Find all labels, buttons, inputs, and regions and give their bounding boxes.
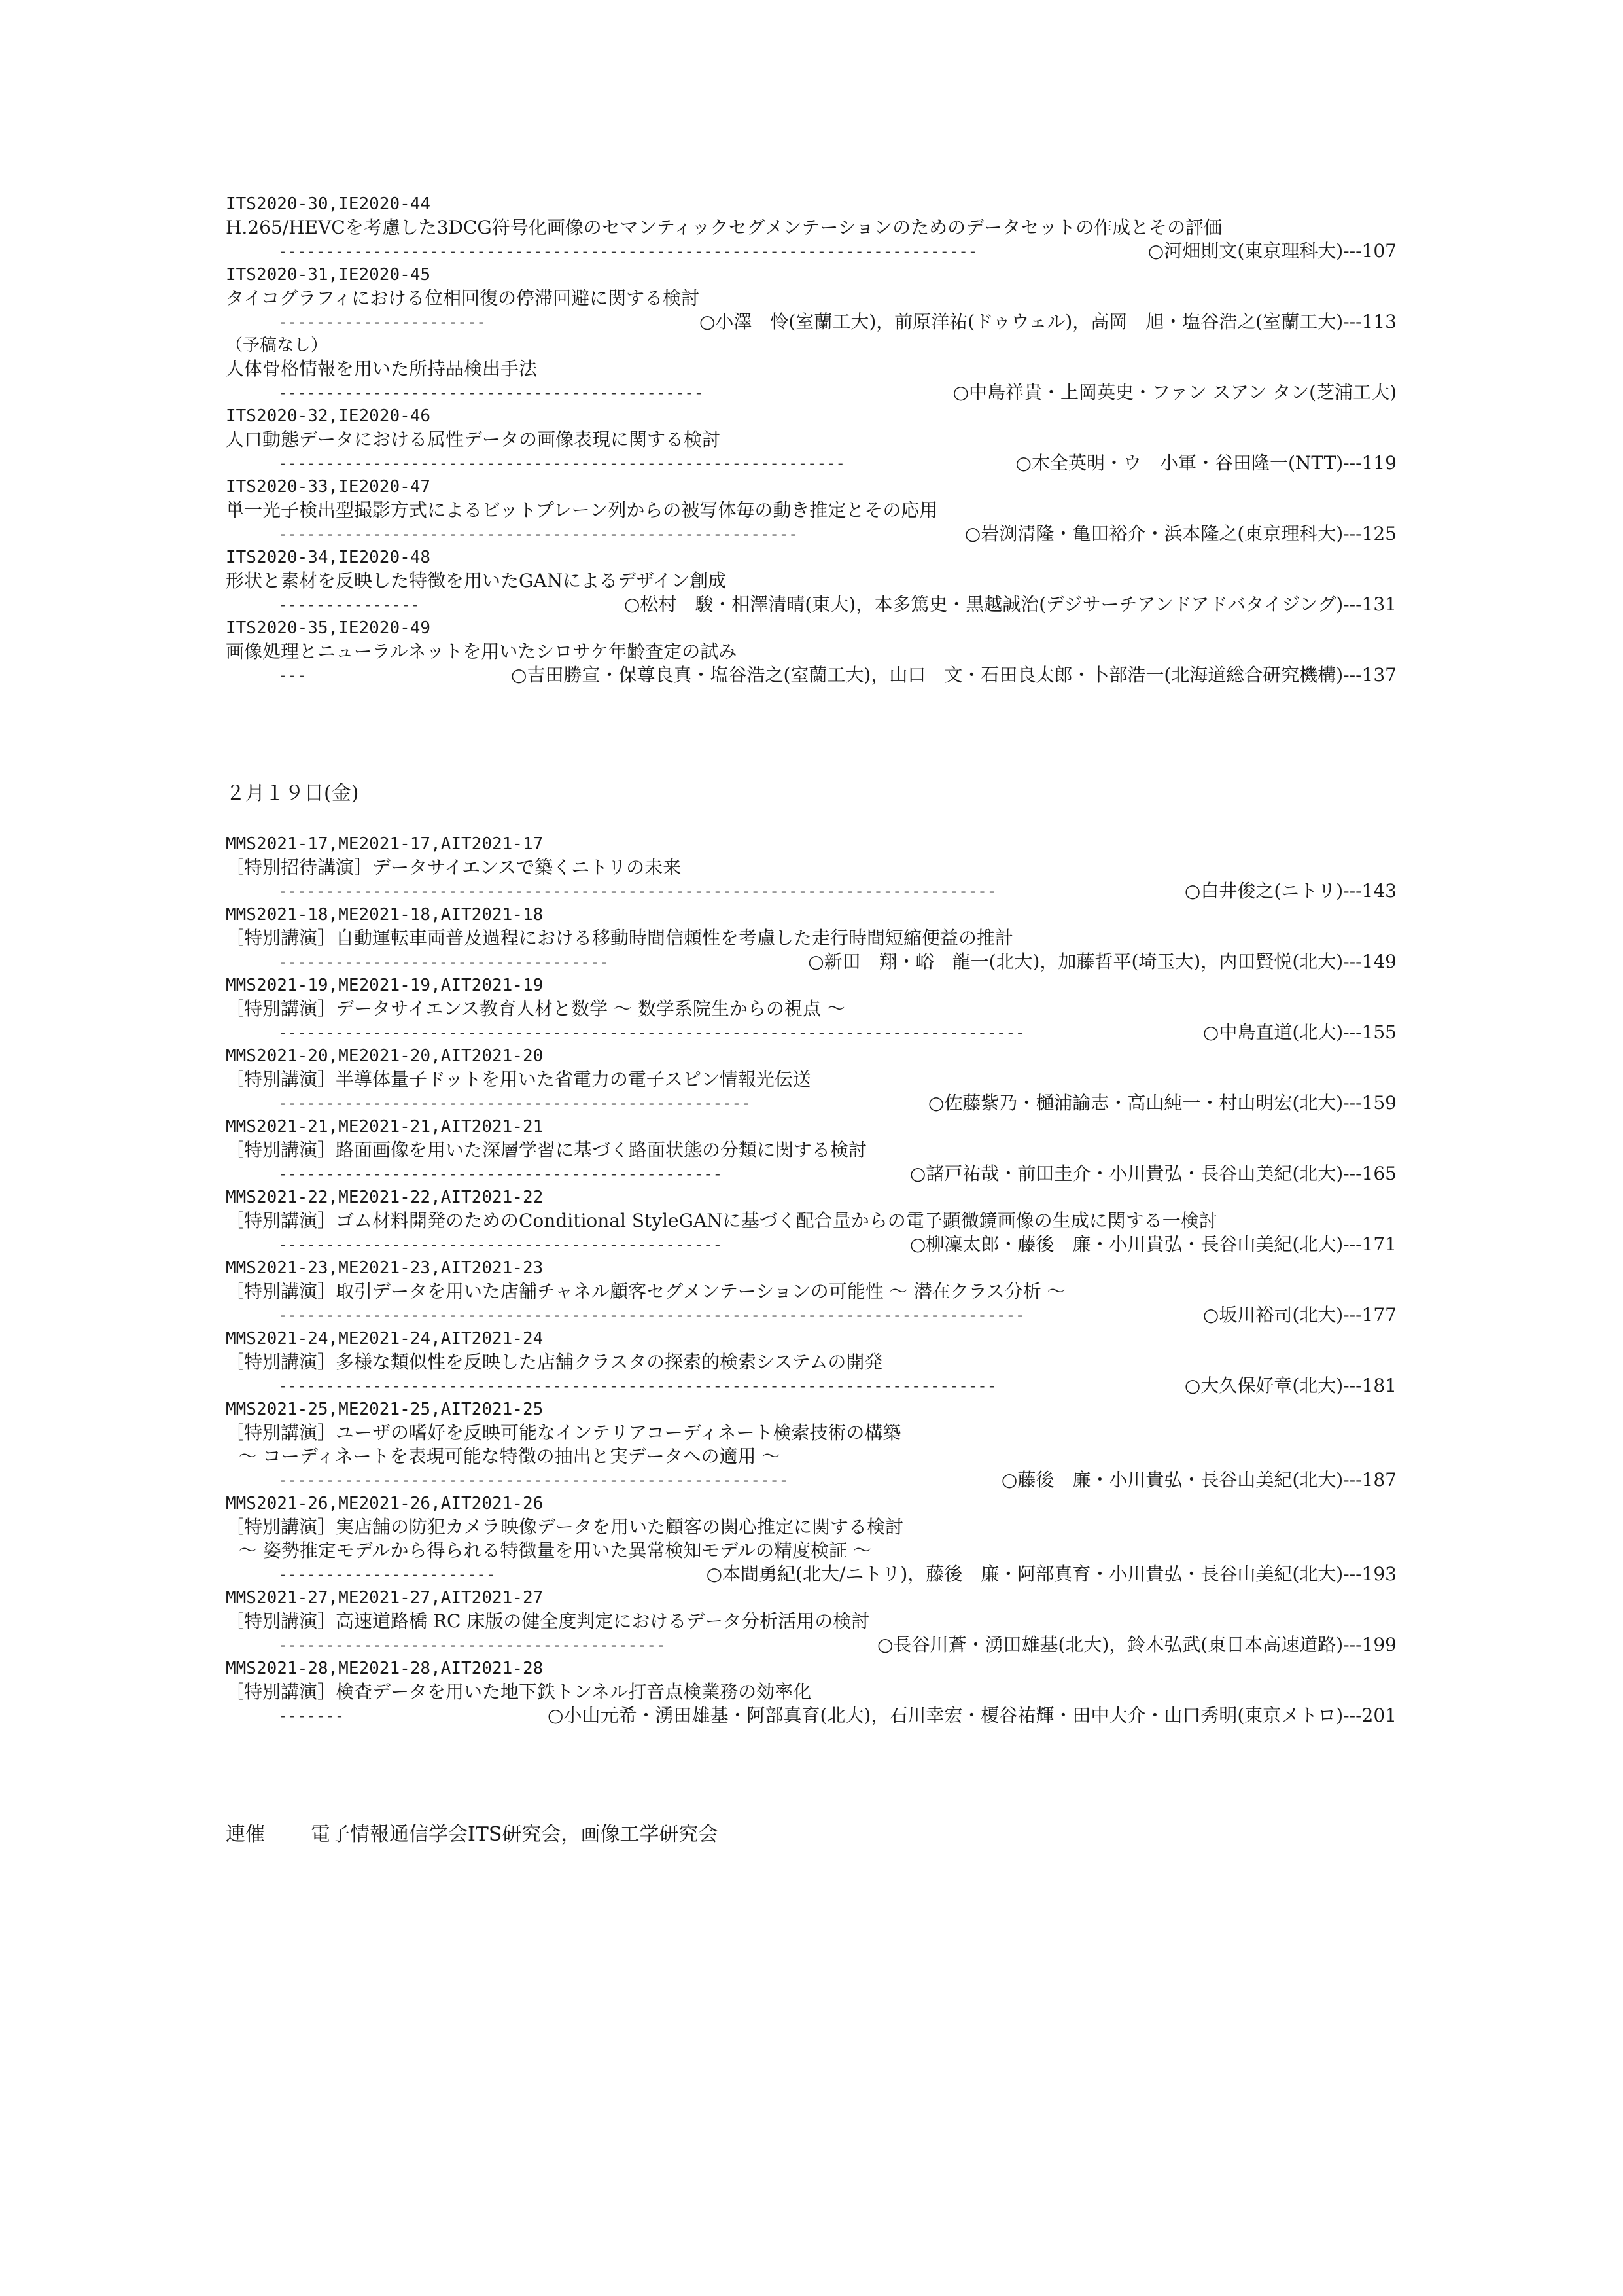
paper-code: ITS2020-32,IE2020-46 <box>226 406 431 426</box>
paper-subtitle: ～ コーディネートを表現可能な特徴の抽出と実データへの適用 ～ <box>239 1445 780 1467</box>
authors-and-page: ○木全英明・ウ 小軍・谷田隆一(NTT)---119 <box>1015 452 1397 474</box>
authors-and-page: ○長谷川蒼・湧田雄基(北大)，鈴木弘武(東日本高速道路)---199 <box>877 1634 1397 1655</box>
paper-title: ［特別講演］データサイエンス教育人材と数学 ～ 数学系院生からの視点 ～ <box>226 998 845 1019</box>
author-line <box>226 310 1397 334</box>
co-sponsor-label: 連催 <box>226 1823 265 1846</box>
program-entry <box>226 974 1397 1044</box>
paper-title: 人体骨格情報を用いた所持品検出手法 <box>226 358 538 380</box>
leader-dashes: --------------- <box>278 595 420 614</box>
paper-title: タイコグラフィにおける位相回復の停滞回避に関する検討 <box>226 287 700 309</box>
authors-and-page: ○吉田勝宣・保尊良真・塩谷浩之(室蘭工大)，山口 文・石田良太郎・卜部浩一(北海道総合研究機構)---137 <box>511 664 1397 686</box>
paper-title: H.265/HEVCを考慮した3DCG符号化画像のセマンティックセグメンテーションのためのデータセットの作成とその評価 <box>226 217 1223 238</box>
leader-dashes: --- <box>278 666 307 684</box>
program-entry <box>226 263 1397 334</box>
author-line <box>226 1233 1397 1256</box>
paper-title: 画像処理とニューラルネットを用いたシロサケ年齢査定の試み <box>226 641 737 662</box>
program-section-feb19 <box>226 832 1397 1727</box>
leader-dashes: ----------------------------------------------- <box>278 1235 723 1254</box>
author-line <box>226 451 1397 475</box>
paper-title: ［特別講演］自動運転車両普及過程における移動時間信頼性を考慮した走行時間短縮便益の推計 <box>226 927 1014 949</box>
program-entry <box>226 1044 1397 1115</box>
paper-subtitle: ～ 姿勢推定モデルから得られる特徴量を用いた異常検知モデルの精度検証 ～ <box>239 1540 872 1561</box>
author-line <box>226 1021 1397 1044</box>
program-entry <box>226 616 1397 687</box>
leader-dashes: ------------------------------------------------------------------------------- <box>278 1023 1025 1042</box>
leader-dashes: ------------------------------------------------------------ <box>278 454 845 472</box>
authors-and-page: ○柳凜太郎・藤後 廉・小川貴弘・長谷山美紀(北大)---171 <box>909 1233 1397 1255</box>
paper-code: MMS2021-17,ME2021-17,AIT2021-17 <box>226 834 544 854</box>
author-line <box>226 663 1397 687</box>
paper-code: （予稿なし） <box>226 336 328 355</box>
leader-dashes: -------------------------------------------------- <box>278 1094 751 1112</box>
program-entry <box>226 1115 1397 1186</box>
paper-title: ［特別講演］ユーザの嗜好を反映可能なインテリアコーディネート検索技術の構築 <box>226 1422 901 1443</box>
paper-title: 単一光子検出型撮影方式によるビットプレーン列からの被写体毎の動き推定とその応用 <box>226 499 938 521</box>
authors-and-page: ○中島祥貴・上岡英史・ファン スアン タン(芝浦工大) <box>952 381 1397 403</box>
author-line <box>226 593 1397 616</box>
authors-and-page: ○河畑則文(東京理科大)---107 <box>1147 240 1397 262</box>
paper-title: ［特別講演］検査データを用いた地下鉄トンネル打音点検業務の効率化 <box>226 1681 812 1703</box>
leader-dashes: ----------------------------------------------- <box>278 1165 723 1183</box>
program-section-feb18 <box>226 192 1397 687</box>
program-entry <box>226 832 1397 903</box>
co-sponsor-line <box>226 1818 718 1846</box>
program-entry <box>226 1186 1397 1256</box>
date-heading: ２月１９日(金) <box>226 782 359 805</box>
authors-and-page: ○小山元希・湧田雄基・阿部真育(北大)，石川幸宏・榎谷祐輝・田中大介・山口秀明(東京メトロ)---201 <box>548 1704 1397 1726</box>
program-entry <box>226 1256 1397 1327</box>
leader-dashes: ------- <box>278 1706 345 1725</box>
paper-title: ［特別講演］ゴム材料開発のためのConditional StyleGANに基づく配合量からの電子顕微鏡画像の生成に関する一検討 <box>226 1210 1217 1231</box>
program-entry <box>226 1327 1397 1398</box>
author-line <box>226 1563 1397 1586</box>
paper-code: MMS2021-25,ME2021-25,AIT2021-25 <box>226 1400 544 1419</box>
paper-code: MMS2021-19,ME2021-19,AIT2021-19 <box>226 976 544 995</box>
paper-code: ITS2020-35,IE2020-49 <box>226 618 431 638</box>
program-entry <box>226 1657 1397 1727</box>
paper-title: ［特別招待講演］データサイエンスで築くニトリの未来 <box>226 857 682 878</box>
program-entry <box>226 1492 1397 1586</box>
authors-and-page: ○白井俊之(ニトリ)---143 <box>1184 880 1397 902</box>
paper-code: MMS2021-20,ME2021-20,AIT2021-20 <box>226 1046 544 1066</box>
leader-dashes: ----------------------------------------- <box>278 1636 666 1654</box>
paper-title: 形状と素材を反映した特徴を用いたGANによるデザイン創成 <box>226 570 727 592</box>
author-line <box>226 239 1397 263</box>
authors-and-page: ○中島直道(北大)---155 <box>1202 1021 1397 1043</box>
author-line <box>226 1374 1397 1398</box>
program-entry <box>226 1398 1397 1492</box>
co-sponsor-text: 電子情報通信学会ITS研究会，画像工学研究会 <box>311 1823 718 1846</box>
leader-dashes: ------------------------------------------------------ <box>278 1471 789 1489</box>
paper-code: MMS2021-24,ME2021-24,AIT2021-24 <box>226 1329 544 1349</box>
paper-code: MMS2021-18,ME2021-18,AIT2021-18 <box>226 905 544 925</box>
author-line <box>226 1468 1397 1492</box>
paper-code: ITS2020-31,IE2020-45 <box>226 265 431 285</box>
author-line <box>226 522 1397 546</box>
paper-title: ［特別講演］実店舗の防犯カメラ映像データを用いた顧客の関心推定に関する検討 <box>226 1516 904 1538</box>
author-line <box>226 1303 1397 1327</box>
authors-and-page: ○新田 翔・峪 龍一(北大)，加藤哲平(埼玉大)，内田賢悦(北大)---149 <box>808 951 1397 972</box>
paper-code: MMS2021-23,ME2021-23,AIT2021-23 <box>226 1258 544 1278</box>
author-line <box>226 381 1397 404</box>
program-entry <box>226 404 1397 475</box>
paper-code: MMS2021-21,ME2021-21,AIT2021-21 <box>226 1117 544 1137</box>
paper-code: MMS2021-27,ME2021-27,AIT2021-27 <box>226 1588 544 1608</box>
leader-dashes: ---------------------- <box>278 313 486 331</box>
author-line <box>226 879 1397 903</box>
leader-dashes: ----------------------- <box>278 1565 496 1583</box>
paper-code: MMS2021-26,ME2021-26,AIT2021-26 <box>226 1494 544 1513</box>
paper-code: ITS2020-33,IE2020-47 <box>226 477 431 497</box>
program-entry <box>226 1586 1397 1657</box>
program-entry <box>226 546 1397 616</box>
leader-dashes: ------------------------------------------------------- <box>278 525 798 543</box>
authors-and-page: ○小澤 怜(室蘭工大)，前原洋祐(ドゥウェル)，高岡 旭・塩谷浩之(室蘭工大)---113 <box>699 311 1397 332</box>
paper-title: ［特別講演］路面画像を用いた深層学習に基づく路面状態の分類に関する検討 <box>226 1139 867 1161</box>
leader-dashes: ---------------------------------------------------------------------------- <box>278 1377 997 1395</box>
authors-and-page: ○諸戸祐哉・前田圭介・小川貴弘・長谷山美紀(北大)---165 <box>909 1163 1397 1184</box>
program-entry <box>226 334 1397 404</box>
leader-dashes: ----------------------------------- <box>278 953 609 971</box>
authors-and-page: ○松村 駿・相澤清晴(東大)，本多篤史・黒越誠治(デジサーチアンドアドバタイジング)---131 <box>623 593 1397 615</box>
author-line <box>226 1091 1397 1115</box>
authors-and-page: ○本間勇紀(北大/ニトリ)，藤後 廉・阿部真育・小川貴弘・長谷山美紀(北大)---193 <box>706 1563 1397 1585</box>
paper-title: ［特別講演］半導体量子ドットを用いた省電力の電子スピン情報光伝送 <box>226 1069 811 1090</box>
leader-dashes: -------------------------------------------------------------------------- <box>278 242 978 260</box>
paper-title: ［特別講演］取引データを用いた店舗チャネル顧客セグメンテーションの可能性 ～ 潜在クラス分析 ～ <box>226 1280 1066 1302</box>
paper-code: MMS2021-22,ME2021-22,AIT2021-22 <box>226 1188 544 1207</box>
leader-dashes: --------------------------------------------- <box>278 383 704 402</box>
authors-and-page: ○藤後 廉・小川貴弘・長谷山美紀(北大)---187 <box>1001 1469 1397 1491</box>
paper-code: ITS2020-34,IE2020-48 <box>226 548 431 567</box>
authors-and-page: ○大久保好章(北大)---181 <box>1184 1375 1397 1396</box>
program-entry <box>226 475 1397 546</box>
author-line <box>226 1704 1397 1727</box>
paper-code: ITS2020-30,IE2020-44 <box>226 194 431 214</box>
paper-title: ［特別講演］多様な類似性を反映した店舗クラスタの探索的検索システムの開発 <box>226 1351 883 1373</box>
leader-dashes: ------------------------------------------------------------------------------- <box>278 1306 1025 1324</box>
authors-and-page: ○佐藤紫乃・樋浦諭志・高山純一・村山明宏(北大)---159 <box>928 1092 1397 1114</box>
author-line <box>226 1633 1397 1657</box>
authors-and-page: ○岩渕清隆・亀田裕介・浜本隆之(東京理科大)---125 <box>964 523 1397 544</box>
author-line <box>226 1162 1397 1186</box>
author-line <box>226 950 1397 974</box>
paper-title: ［特別講演］高速道路橋 RC 床版の健全度判定におけるデータ分析活用の検討 <box>226 1610 870 1632</box>
leader-dashes: ---------------------------------------------------------------------------- <box>278 882 997 900</box>
program-entry <box>226 903 1397 974</box>
program-entry <box>226 192 1397 263</box>
paper-title: 人口動態データにおける属性データの画像表現に関する検討 <box>226 429 721 450</box>
authors-and-page: ○坂川裕司(北大)---177 <box>1202 1304 1397 1326</box>
paper-code: MMS2021-28,ME2021-28,AIT2021-28 <box>226 1659 544 1678</box>
